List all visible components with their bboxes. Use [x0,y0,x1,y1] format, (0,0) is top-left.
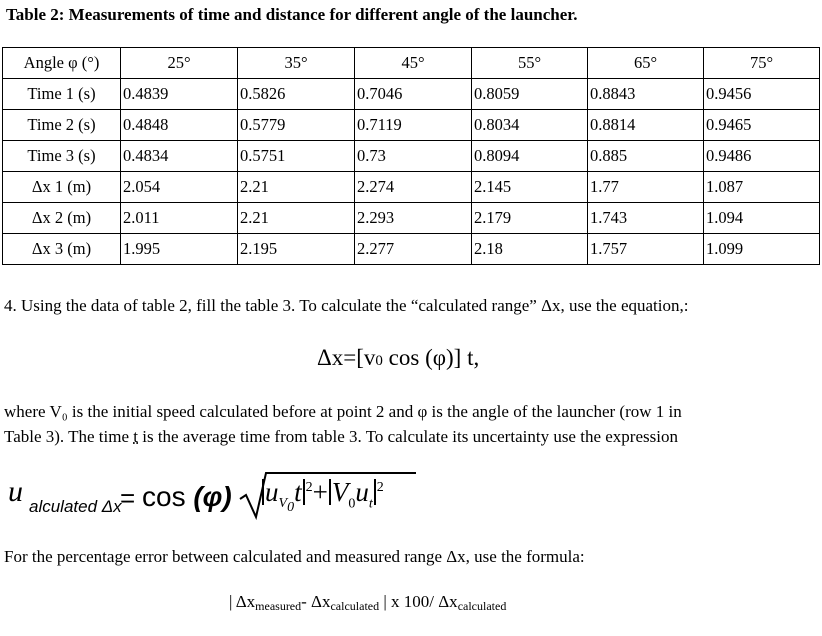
table-cell: 1.757 [588,234,704,265]
header-angle: 25° [121,48,238,79]
formula-phi: (φ) [193,481,232,512]
where-text-a: Table 3). The time [4,427,134,446]
header-angle: 45° [355,48,472,79]
abs-bar-icon [374,479,376,505]
table-cell: 2.011 [121,203,238,234]
table-cell: 0.5826 [238,79,355,110]
range-equation [317,345,479,371]
formula-exp1: 2 [305,480,313,495]
uncertainty-formula [8,469,428,529]
table-cell: 0.9456 [704,79,820,110]
percentage-text: For the percentage error between calculated and measured range Δx, use the formula: [4,547,585,566]
measurements-table [2,47,820,265]
row-label: Time 1 (s) [3,79,121,110]
table-cell: 1.77 [588,172,704,203]
formula-v: V [278,496,288,512]
table-cell: 2.18 [472,234,588,265]
table-cell: 0.73 [355,141,472,172]
where-text-line-1: where V₀ is the initial speed calculated before at point 2 and φ is the angle of the launcher (row 1 in [4,402,682,421]
abs-bar-icon [329,479,331,505]
row-label: Time 2 (s) [3,110,121,141]
formula-V0-sub: 0 [348,496,356,512]
formula-t-sub: t [368,496,373,512]
table-cell: 0.8843 [588,79,704,110]
eq3-open: | Δx [229,592,256,611]
row-label: Δx 3 (m) [3,234,121,265]
table-row [3,172,820,203]
table-cell: 0.8814 [588,110,704,141]
table-cell: 2.195 [238,234,355,265]
table-cell: 0.8034 [472,110,588,141]
header-angle: 35° [238,48,355,79]
table-cell: 0.8059 [472,79,588,110]
eq3-calculated-2: calculated [457,599,507,613]
formula-radicand [261,477,384,516]
eq3-dash: - Δx [301,592,331,611]
table-cell: 0.885 [588,141,704,172]
table-cell: 0.9486 [704,141,820,172]
table-row [3,141,820,172]
table-header-row [3,48,820,79]
eq3-measured: measured [255,599,302,613]
formula-plus: + [312,477,328,507]
formula-v-sub: 0 [287,500,295,516]
table-cell: 0.8094 [472,141,588,172]
table-row [3,110,820,141]
abs-bar-icon [303,479,305,505]
table-caption: Table 2: Measurements of time and distance for different angle of the launcher. [6,5,578,24]
range-equation-sub: 0 [375,353,383,369]
formula-equals: = [120,483,136,513]
formula-cos: cos [142,481,186,512]
header-angle: 75° [704,48,820,79]
eq3-calculated-1: calculated [330,599,380,613]
table-cell: 1.743 [588,203,704,234]
abs-bar-icon [262,479,264,505]
formula-exp2: 2 [376,480,384,495]
table-cell: 1.099 [704,234,820,265]
where-text-b: is the average time from table 3. To calculate its uncertainty use the expression [138,427,678,446]
formula-t: t [294,477,302,507]
table-cell: 0.4834 [121,141,238,172]
header-angle: 65° [588,48,704,79]
formula-u2: u [355,477,369,507]
table-row [3,234,820,265]
table-cell: 0.7119 [355,110,472,141]
formula-V0: V [331,477,349,507]
table-row [3,203,820,234]
range-equation-part-a: Δx=[v [317,345,376,370]
table-cell: 0.9465 [704,110,820,141]
range-equation-part-b: cos (φ)] t, [382,345,480,370]
table-cell: 2.21 [238,172,355,203]
where-text-line-2 [4,427,678,447]
table-cell: 1.995 [121,234,238,265]
table-cell: 0.4848 [121,110,238,141]
table-cell: 2.277 [355,234,472,265]
where-text-t: t [133,427,138,446]
table-cell: 2.274 [355,172,472,203]
percentage-equation [229,592,506,614]
table-cell: 1.094 [704,203,820,234]
table-cell: 2.21 [238,203,355,234]
formula-u: u [8,475,23,508]
table-cell: 2.054 [121,172,238,203]
instruction-text: 4. Using the data of table 2, fill the table 3. To calculate the “calculated range” Δx, use the equation,: [4,296,689,315]
table-cell: 2.293 [355,203,472,234]
row-label: Δx 1 (m) [3,172,121,203]
table-cell: 1.087 [704,172,820,203]
header-angle: 55° [472,48,588,79]
eq3-close: | x 100/ Δx [379,592,458,611]
formula-u1: u [265,477,279,507]
table-cell: 0.5779 [238,110,355,141]
table-cell: 2.145 [472,172,588,203]
table-cell: 2.179 [472,203,588,234]
formula-u-subscript: alculated Δx [29,497,122,516]
row-label: Time 3 (s) [3,141,121,172]
table-row [3,79,820,110]
header-label: Angle φ (°) [3,48,121,79]
row-label: Δx 2 (m) [3,203,121,234]
table-cell: 0.5751 [238,141,355,172]
table-cell: 0.4839 [121,79,238,110]
table-cell: 0.7046 [355,79,472,110]
formula-cos-phi [142,481,232,513]
